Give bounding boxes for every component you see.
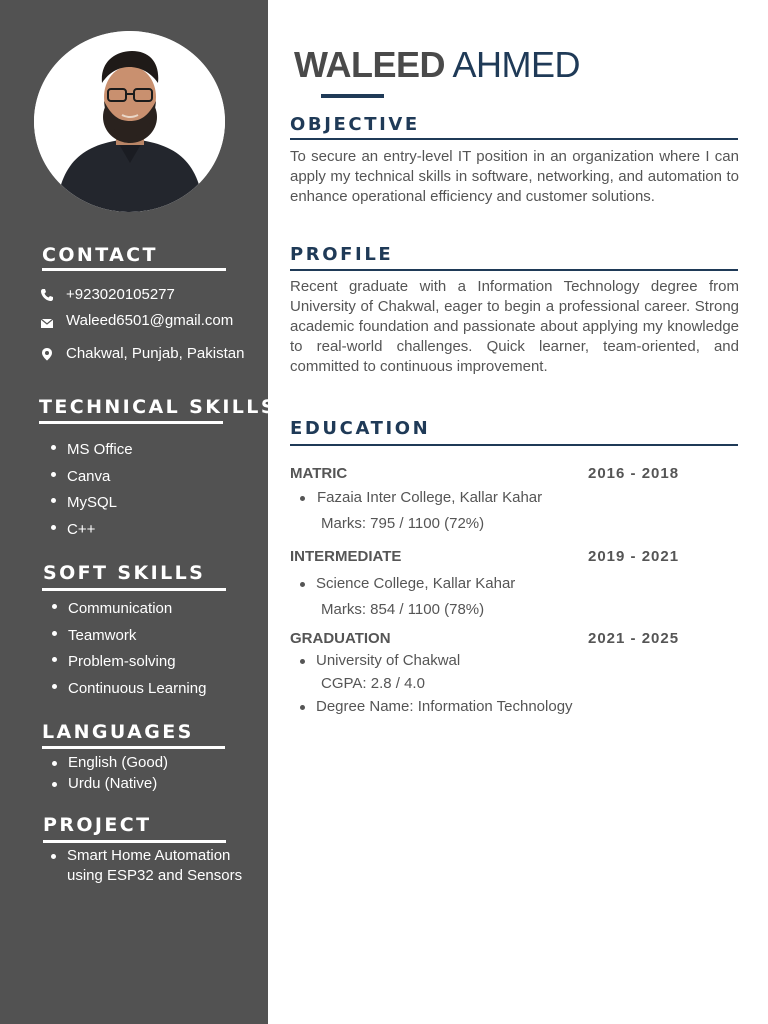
soft-skills-list <box>50 596 206 702</box>
languages-divider <box>42 746 225 749</box>
bullet <box>300 705 305 710</box>
profile-text: Recent graduate with a Information Technology degree from University of Chakwal, eager to begin a professional career. Strong academic foundation and passionate about applying my knowledge to real-world challenges. Quick learner, team-oriented, and committed to continuous improvement. <box>290 278 739 375</box>
project-divider <box>43 840 226 843</box>
education-title-graduation: GRADUATION <box>290 630 391 647</box>
phone-icon <box>40 288 54 302</box>
contact-heading: CONTACT <box>42 244 158 266</box>
education-result-intermediate: Marks: 854 / 1100 (78%) <box>321 601 485 618</box>
location-pin-icon <box>40 347 54 361</box>
education-divider <box>290 444 738 446</box>
list-item: MS Office <box>49 437 133 464</box>
last-name: AHMED <box>452 44 581 85</box>
list-item <box>49 846 242 886</box>
contact-divider <box>42 268 226 271</box>
list-item: English (Good) <box>50 753 168 774</box>
education-degree-graduation: Degree Name: Information Technology <box>316 698 573 715</box>
profile-photo <box>34 31 225 212</box>
list-item: C++ <box>49 517 133 544</box>
project-heading: PROJECT <box>43 814 152 836</box>
education-dates-graduation: 2021 - 2025 <box>588 630 680 647</box>
education-result-matric: Marks: 795 / 1100 (72%) <box>321 515 485 532</box>
soft-skills-heading: SOFT SKILLS <box>43 562 206 584</box>
list-item: Teamwork <box>50 623 206 650</box>
phone-text[interactable]: +923020105277 <box>66 286 175 303</box>
objective-text: To secure an entry-level IT position in an organization where I can apply my technical skills in software, networking, and automation to enhance operational efficiency and customer solutions. <box>290 148 739 205</box>
portrait-image <box>34 31 225 212</box>
project-line-2: using ESP32 and Sensors <box>67 867 243 884</box>
first-name: WALEED <box>294 44 446 85</box>
profile-heading: PROFILE <box>290 244 394 265</box>
education-institution-graduation: University of Chakwal <box>316 652 461 669</box>
bullet <box>300 659 305 664</box>
list-item: Continuous Learning <box>50 676 206 703</box>
education-heading: EDUCATION <box>290 418 431 439</box>
location-text: Chakwal, Punjab, Pakistan <box>66 345 245 362</box>
education-dates-intermediate: 2019 - 2021 <box>588 548 680 565</box>
email-text[interactable]: Waleed6501@gmail.com <box>66 312 234 329</box>
list-item: Problem-solving <box>50 649 206 676</box>
soft-skills-divider <box>42 588 226 591</box>
project-list <box>49 846 242 886</box>
technical-skills-divider <box>39 421 223 424</box>
bullet <box>300 582 305 587</box>
education-institution-matric: Fazaia Inter College, Kallar Kahar <box>317 489 543 506</box>
languages-list <box>50 753 168 794</box>
list-item: Communication <box>50 596 206 623</box>
education-dates-matric: 2016 - 2018 <box>588 465 680 482</box>
list-item: Canva <box>49 464 133 491</box>
profile-divider <box>290 269 738 271</box>
languages-heading: LANGUAGES <box>42 721 194 743</box>
sidebar <box>0 0 277 1024</box>
education-title-intermediate: INTERMEDIATE <box>290 548 402 565</box>
education-institution-intermediate: Science College, Kallar Kahar <box>316 575 516 592</box>
list-item: MySQL <box>49 490 133 517</box>
project-line-1: Smart Home Automation <box>67 847 231 864</box>
technical-skills-list <box>49 437 133 543</box>
education-title-matric: MATRIC <box>290 465 348 482</box>
education-result-graduation: CGPA: 2.8 / 4.0 <box>321 675 425 692</box>
technical-skills-heading: TECHNICAL SKILLS <box>39 396 277 418</box>
bullet <box>300 496 305 501</box>
list-item: Urdu (Native) <box>50 774 168 795</box>
mail-icon <box>40 316 54 330</box>
candidate-name <box>294 44 580 86</box>
objective-heading: OBJECTIVE <box>290 114 420 135</box>
name-underline <box>321 94 384 98</box>
objective-divider <box>290 138 738 140</box>
